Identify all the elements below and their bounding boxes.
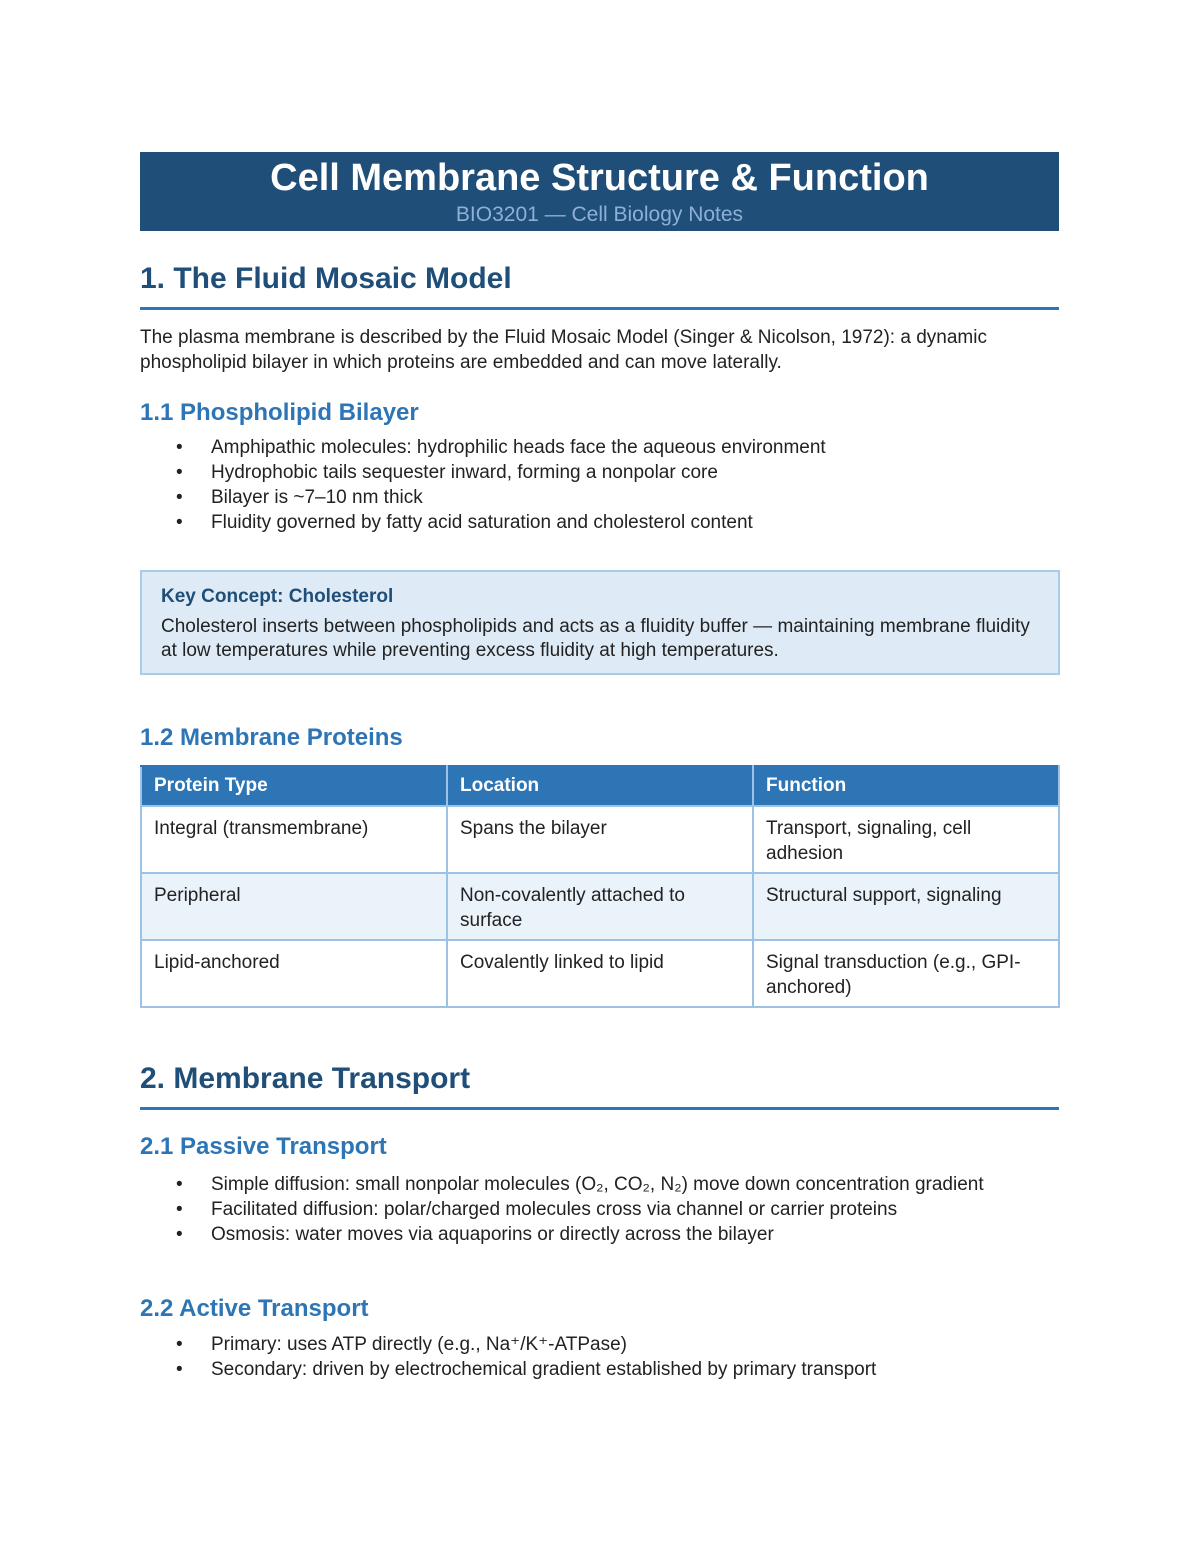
bullet-icon: • — [176, 1359, 183, 1380]
table-cell: Structural support, signaling — [753, 873, 1059, 940]
key-concept-callout — [140, 570, 1060, 675]
table-cell: Spans the bilayer — [447, 806, 753, 873]
callout-text: Cholesterol inserts between phospholipids and acts as a fluidity buffer — maintaining membrane fluidity at low temperatures while preventing excess fluidity at high temperatures. — [161, 616, 1030, 661]
section-heading-fluid-mosaic: 1. The Fluid Mosaic Model — [140, 261, 1059, 310]
table-row — [141, 940, 1059, 1007]
bullet-icon: • — [176, 1224, 183, 1245]
table-cell: Transport, signaling, cell adhesion — [753, 806, 1059, 873]
document-subtitle: BIO3201 — Cell Biology Notes — [455, 203, 744, 226]
list-item: • Hydrophobic tails sequester inward, forming a nonpolar core — [176, 462, 718, 483]
table-row — [141, 806, 1059, 873]
bilayer-bullet-list — [140, 435, 1059, 535]
subheading-active-transport: 2.2 Active Transport — [140, 1295, 369, 1322]
list-item: • Amphipathic molecules: hydrophilic heads face the aqueous environment — [176, 437, 826, 458]
list-item: • Simple diffusion: small nonpolar molecules (O₂, CO₂, N₂) move down concentration gradient — [176, 1174, 984, 1195]
subheading-passive-transport: 2.1 Passive Transport — [140, 1133, 387, 1160]
bullet-icon: • — [176, 462, 183, 483]
list-item: • Primary: uses ATP directly (e.g., Na⁺/K⁺-ATPase) — [176, 1334, 628, 1355]
document-title: Cell Membrane Structure & Function — [270, 157, 929, 199]
table-cell: Peripheral — [141, 873, 447, 940]
bullet-icon: • — [176, 487, 183, 508]
bullet-icon: • — [176, 1199, 183, 1220]
intro-paragraph: The plasma membrane is described by the Fluid Mosaic Model (Singer & Nicolson, 1972): a dynamic phospholipid bilayer in which proteins are embedded and can move laterally. — [140, 327, 987, 373]
table-row — [141, 873, 1059, 940]
bullet-icon: • — [176, 1334, 183, 1355]
list-item: • Bilayer is ~7–10 nm thick — [176, 487, 423, 508]
bullet-icon: • — [176, 437, 183, 458]
callout-title: Key Concept: Cholesterol — [161, 586, 394, 607]
table-header-cell: Protein Type — [141, 766, 447, 806]
table-cell: Integral (transmembrane) — [141, 806, 447, 873]
list-item: • Facilitated diffusion: polar/charged molecules cross via channel or carrier proteins — [176, 1199, 898, 1220]
table-header-cell: Function — [753, 766, 1059, 806]
table-cell: Non-covalently attached to surface — [447, 873, 753, 940]
table-cell: Signal transduction (e.g., GPI-anchored) — [753, 940, 1059, 1007]
document-page — [140, 152, 1059, 1382]
list-item: • Osmosis: water moves via aquaporins or directly across the bilayer — [176, 1224, 774, 1245]
table-cell: Covalently linked to lipid — [447, 940, 753, 1007]
table-header-row — [141, 766, 1059, 806]
list-item: • Secondary: driven by electrochemical gradient established by primary transport — [176, 1359, 877, 1380]
active-transport-bullet-list — [140, 1332, 1059, 1382]
section-heading-membrane-transport: 2. Membrane Transport — [140, 1061, 1059, 1110]
bullet-icon: • — [176, 1174, 183, 1195]
table-cell: Lipid-anchored — [141, 940, 447, 1007]
subheading-phospholipid-bilayer: 1.1 Phospholipid Bilayer — [140, 399, 419, 426]
passive-transport-bullet-list — [140, 1172, 1020, 1247]
table-header-cell: Location — [447, 766, 753, 806]
subheading-membrane-proteins: 1.2 Membrane Proteins — [140, 724, 403, 751]
title-banner — [140, 152, 1059, 231]
bullet-icon: • — [176, 512, 183, 533]
list-item: • Fluidity governed by fatty acid saturation and cholesterol content — [176, 512, 753, 533]
membrane-proteins-table — [140, 765, 1060, 1008]
